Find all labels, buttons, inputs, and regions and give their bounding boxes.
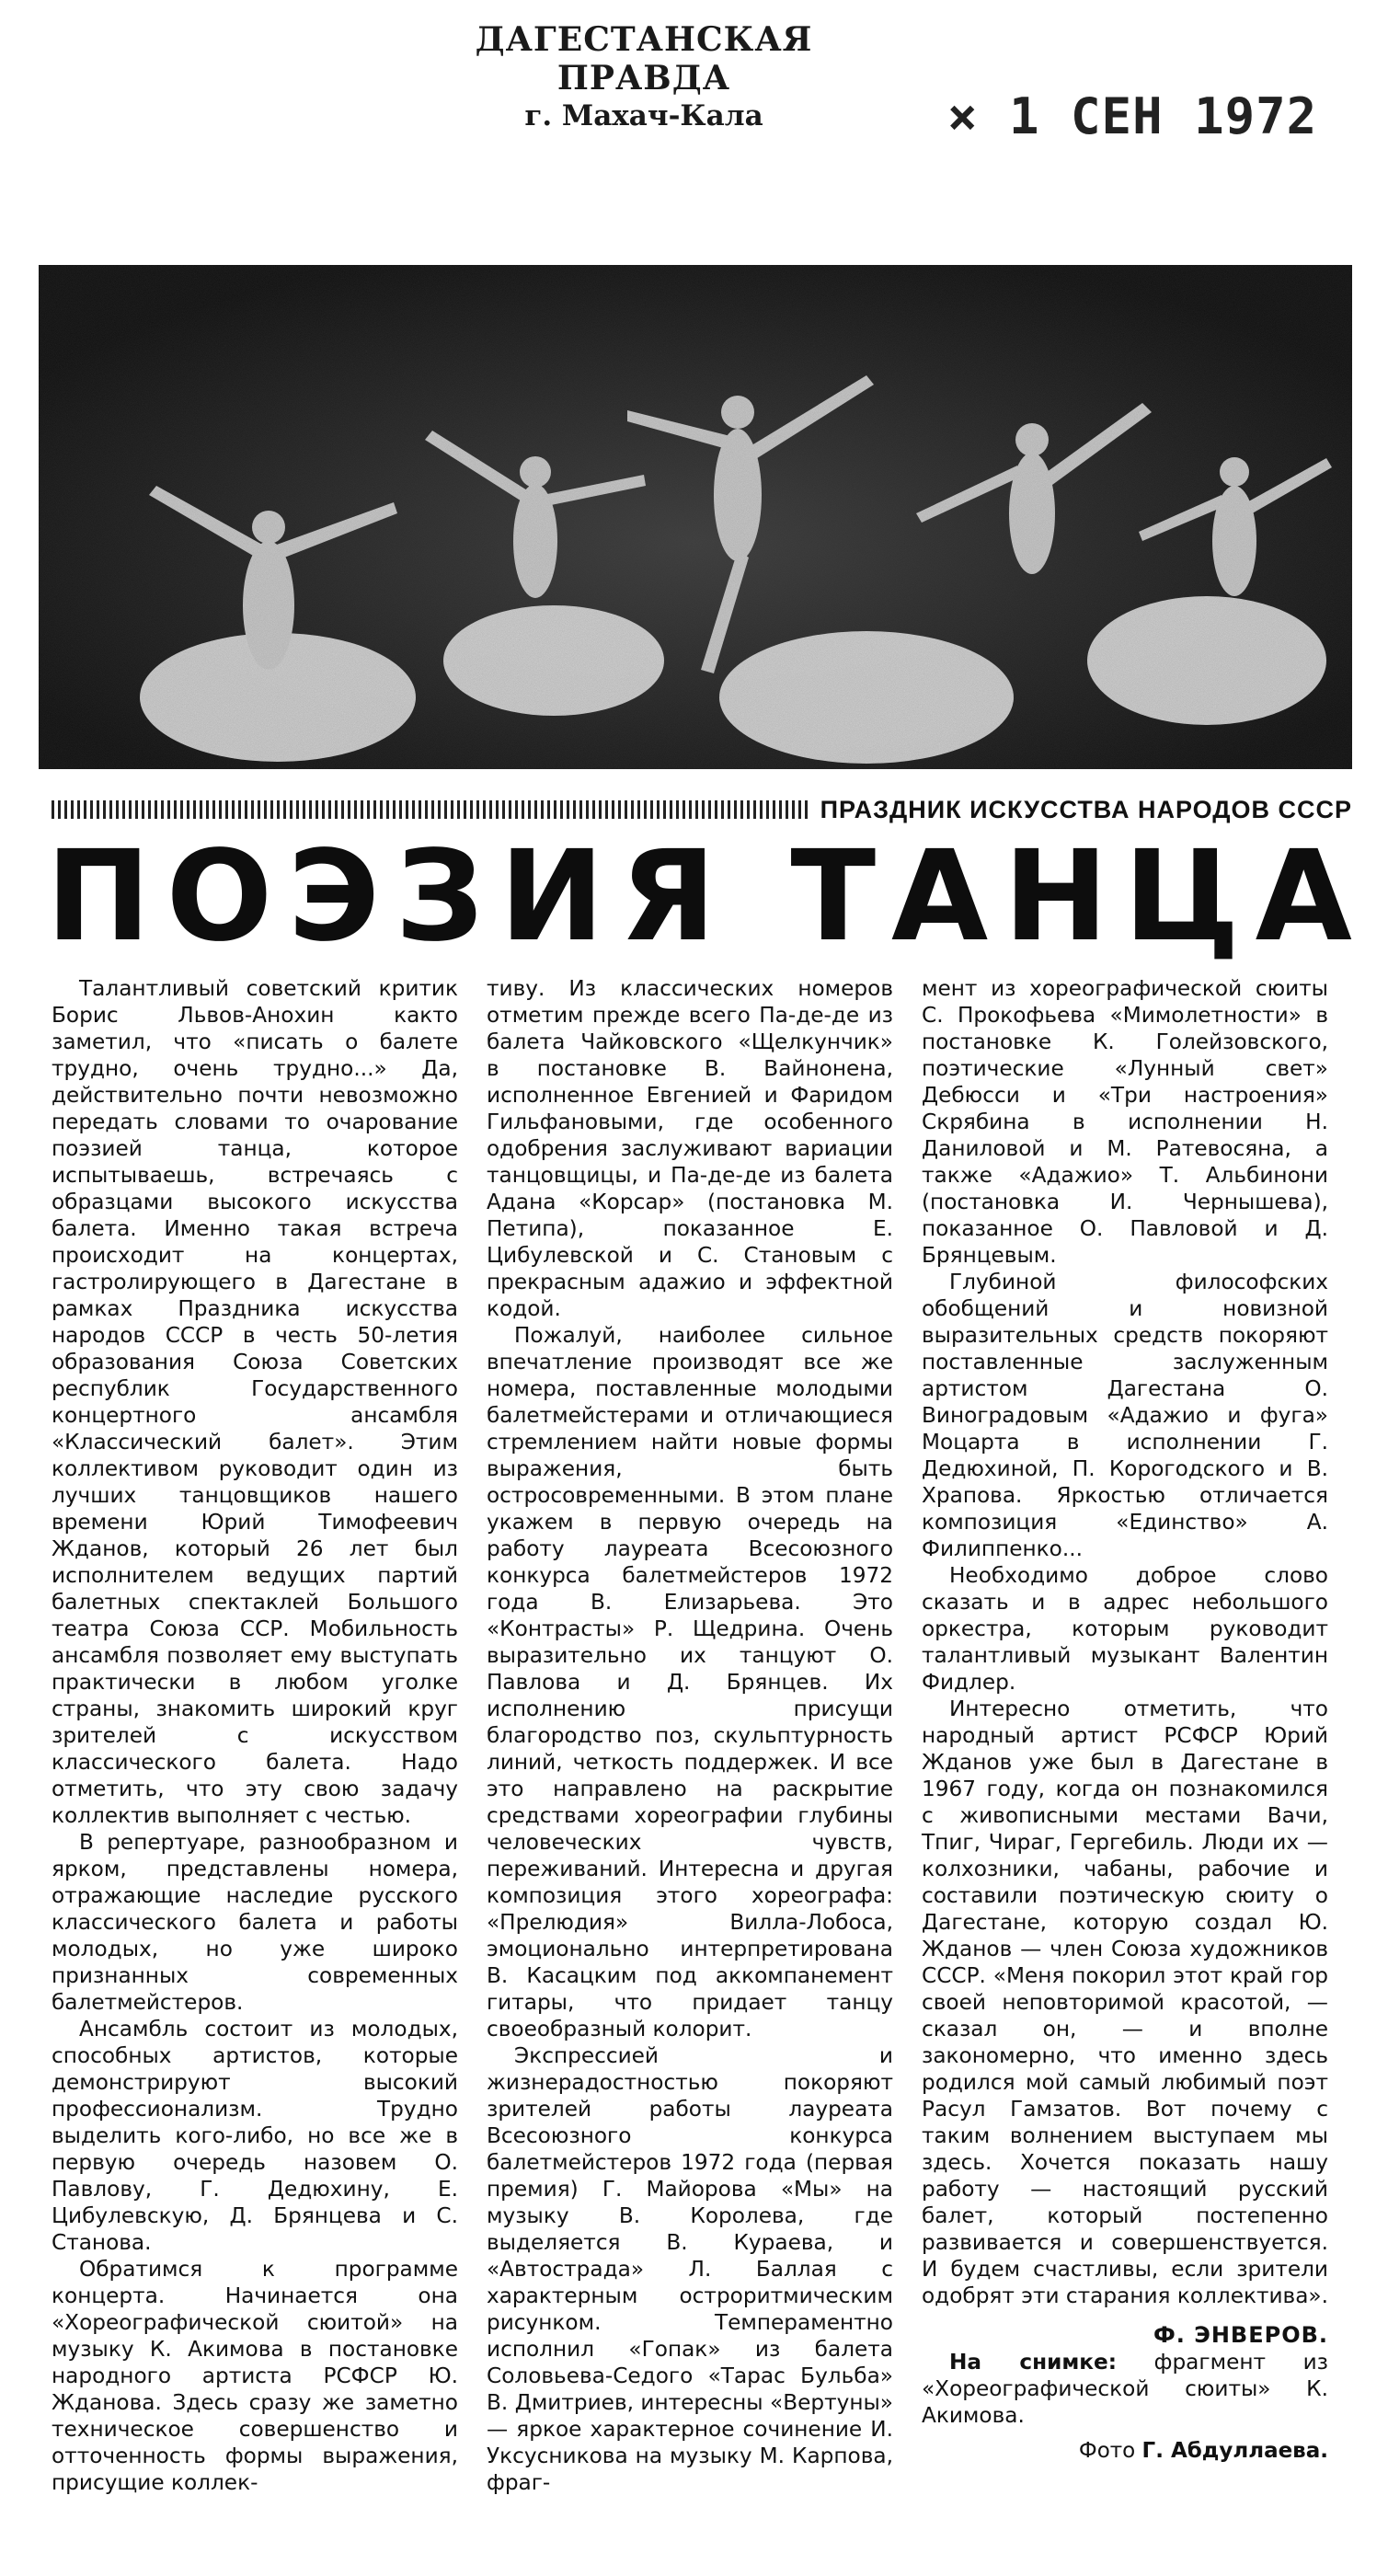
headline-letter: И (499, 824, 604, 970)
headline-letter: П (46, 824, 151, 970)
ballet-dancers-photo (39, 265, 1352, 769)
headline-letter: Ц (1123, 824, 1240, 970)
photo-credit (922, 2438, 1328, 2465)
paragraph: Глубиной философских обобщений и новизной выразительных средств покоряют поставленные заслуженным артистом Дагестана О. Виноградовым «Адажио и фуга» Моцарта в исполнении Г. Дедюхиной, П. Корогодского и В. Храпова. Яркостью отличается композиция «Единство» А. Филиппенко... (922, 1270, 1328, 1561)
headline-letter: А (1255, 824, 1352, 970)
photo-caption (922, 2349, 1328, 2429)
headline-letter: Н (1004, 824, 1108, 970)
credit-lead: Фото (1078, 2439, 1136, 2463)
article-body (52, 975, 1328, 2496)
newspaper-city: г. Махач-Кала (524, 99, 763, 132)
paragraph: Необходимо доброе слово сказать и в адрес небольшого оркестра, которым руководит талантливый музыкант Валентин Фидлер. (922, 1563, 1328, 1695)
paragraph: Экспрессией и жизнерадостностью покоряют зрителей работы лауреата Всесоюзного конкурса балетмейстеров 1972 года (первая премия) Г. Майорова «Мы» на музыку В. Королева, где выделяется В. Кураева, и «Автострада» Л. Баллая с характерным остроритмическим рисунком. Темпераментно исполнил «Гопак» из балета Соловьева-Седого «Тарас Бульба» В. Дмитриев, интересны «Вертуны» — яркое характерное сочинение И. Уксусникова на музыку М. Карпова, фраг- (487, 2043, 893, 2495)
credit-name: Г. Абдуллаева. (1141, 2439, 1328, 2463)
caption-text: фрагмент из «Хореографической сюиты» К. Акимова. (922, 2350, 1328, 2428)
headline-letter: З (395, 824, 485, 970)
paragraph: Талантливый советский критик Борис Львов-Анохин както заметил, что «писать о балете трудно, очень трудно...» Да, действительно почти невозможно передать словами то очарование поэзией танца, которое испытываешь, встречаясь с образцами высокого искусства балета. Именно такая встреча происходит на концертах, гастролирующего в Дагестане в рамках Праздника искусства народов СССР в честь 50-летия образования Союза Советских республик Государственного концертного ансамбля «Классический балет». Этим коллективом руководит один из лучших танцовщиков нашего времени Юрий Тимофеевич Жданов, который 26 лет был исполнителем ведущих партий балетных спектаклей Большого театра Союза ССР. Мобильность ансамбля позволяет ему выступать практически в любом уголке страны, знакомить широкий круг зрителей с искусством классического балета. Надо отметить, что эту свою задачу коллектив выполняет с честью. (52, 976, 458, 1828)
article-column-3 (922, 975, 1328, 2496)
rubric-label: ПРАЗДНИК ИСКУССТВА НАРОДОВ СССР (820, 795, 1352, 823)
newspaper-name: ДАГЕСТАНСКАЯ ПРАВДА (475, 20, 813, 98)
paragraph: Пожалуй, наиболее сильное впечатление производят все же номера, поставленные молодыми балетмейстерами и отличающиеся стремлением найти новые формы выражения, быть остросовременными. В этом плане укажем в первую очередь на работу лауреата Всесоюзного конкурса балетмейстеров 1972 года В. Елизарьева. Это «Контрасты» Р. Щедрина. Очень выразительно их танцуют О. Павлова и Д. Брянцев. Их исполнению присущи благородство поз, скульптурность линий, четкость поддержек. И все это направлено на раскрытие средствами хореографии глубины человеческих чувств, переживаний. Интересна и другая композиция этого хореографа: «Прелюдия» Вилла-Лобоса, эмоционально интерпретирована В. Касацким под аккомпанемент гитары, что придает танцу своеобразный колорит. (487, 1323, 893, 2041)
paragraph-continued: тиву. Из классических номеров отметим прежде всего Па-де-де из балета Чайковского «Щелкунчик» в постановке В. Вайнонена, исполненное Евгенией и Фаридом Гильфановыми, где особенного одобрения заслуживают вариации танцовщицы, и Па-де-де из балета Адана «Корсар» (постановка М. Петипа), показанное Е. Цибулевской и С. Становым с прекрасным адажио и эффектной кодой. (487, 976, 893, 1321)
article-headline (46, 824, 1352, 970)
headline-letter: О (166, 824, 273, 970)
date-stamp: × 1 СЕН 1972 (947, 87, 1318, 145)
section-rubric (52, 793, 1352, 826)
rubric-hatch-rule (52, 800, 808, 819)
headline-space (731, 834, 774, 960)
caption-lead: На снимке: (949, 2350, 1118, 2375)
paragraph-continued: мент из хореографической сюиты С. Прокофьева «Мимолетности» в постановке К. Голейзовского, поэтические «Лунный свет» Дебюсси и «Три настроения» Скрябина в исполнении Н. Даниловой и М. Ратевосяна, а также «Адажио» Т. Альбинони (постановка И. Чернышева), показанное О. Павловой и Д. Брянцевым. (922, 976, 1328, 1268)
headline-letter: А (890, 824, 989, 970)
paragraph: Обратимся к программе концерта. Начинается она «Хореографической сюитой» на музыку К. Акимова в постановке народного артиста РСФСР Ю. Жданова. Здесь сразу же заметно техническое совершенство и отточенность формы выражения, присущие коллек- (52, 2257, 458, 2495)
article-column-2 (487, 975, 893, 2496)
headline-letter: Я (619, 824, 717, 970)
newspaper-masthead (405, 20, 883, 132)
headline-letter: Э (288, 824, 380, 970)
paragraph: Интересно отметить, что народный артист РСФСР Юрий Жданов уже был в Дагестане в 1967 году, когда он познакомился с живописными местами Вачи, Тпиг, Чираг, Гергебиль. Люди их — колхозники, чабаны, рабочие и составили поэтическую сюиту о Дагестане, которую создал Ю. Жданов — член Союза художников СССР. «Меня покорил этот край гор своей неповторимой красотой, — сказал он, — и вполне закономерно, что именно здесь родился мой самый любимый поэт Расул Гамзатов. Вот почему с таким волнением выступаем мы здесь. Хочется показать нашу работу — настоящий русский балет, который постепенно развивается и совершенствуется. И будем счастливы, если зрители одобрят эти старания коллектива». (922, 1696, 1328, 2308)
author-signature: Ф. ЭНВЕРОВ. (1153, 2322, 1328, 2348)
article-column-1 (52, 975, 458, 2496)
headline-letter: Т (790, 824, 877, 970)
paragraph: В репертуаре, разнообразном и ярком, представлены номера, отражающие наследие русского классического балета и работы молодых, но уже широко признанных современных балетмейстеров. (52, 1830, 458, 2015)
paragraph: Ансамбль состоит из молодых, способных артистов, которые демонстрируют высокий профессионализм. Трудно выделить кого-либо, но все же в первую очередь назовем О. Павлову, Г. Дедюхину, Е. Цибулевскую, Д. Брянцева и С. Станова. (52, 2017, 458, 2255)
